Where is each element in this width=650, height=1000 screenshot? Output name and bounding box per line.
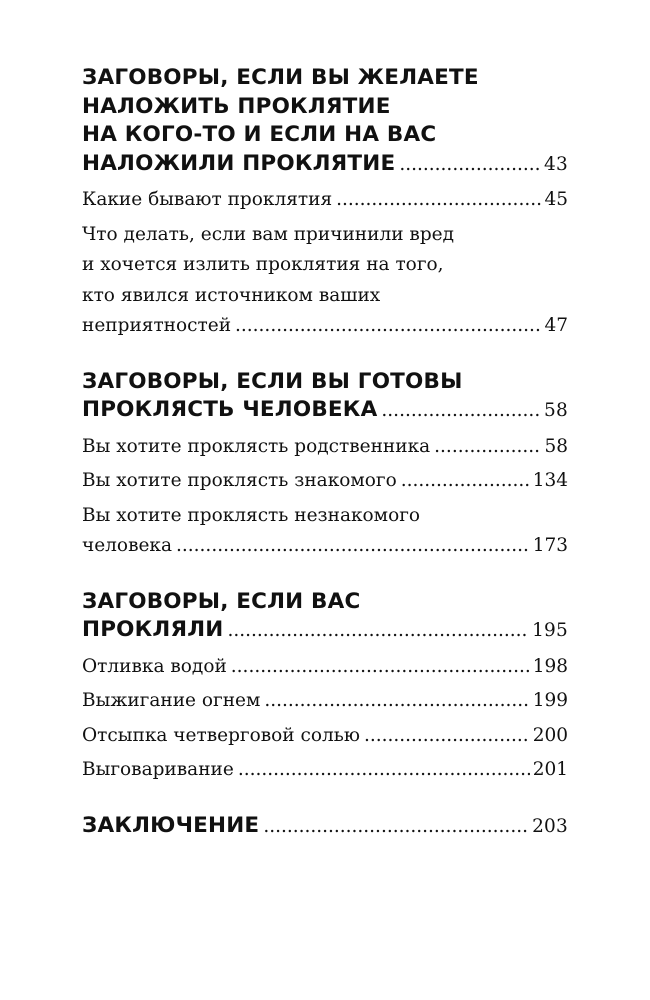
toc-section [82, 368, 568, 562]
toc-section [82, 588, 568, 786]
section-heading [82, 588, 568, 646]
entry-row [82, 185, 568, 216]
section-heading [82, 64, 568, 179]
entry-line: Что делать, если вам причинили вред [82, 223, 455, 245]
toc-entry [82, 220, 568, 342]
dot-leader [227, 617, 529, 646]
page-number: 203 [532, 815, 568, 837]
page-number: 195 [532, 620, 568, 641]
entry-title: неприятностей [82, 315, 232, 336]
table-of-contents [82, 64, 568, 841]
heading-line: НА КОГО-ТО И ЕСЛИ НА ВАС [82, 122, 437, 147]
dot-leader [238, 755, 530, 786]
heading-last-row [82, 150, 568, 180]
heading-line: ЗАГОВОРЫ, ЕСЛИ ВЫ ЖЕЛАЕТЕ [82, 65, 479, 90]
page-number: 134 [532, 470, 568, 491]
page-number: 47 [544, 315, 568, 336]
toc-entry [82, 755, 568, 786]
entry-row [82, 686, 568, 717]
entry-row [82, 311, 568, 342]
entry-title: Отсыпка четверговой солью [82, 724, 360, 746]
dot-leader [263, 813, 529, 842]
dot-leader [381, 397, 541, 426]
page-number: 201 [532, 759, 568, 780]
entry-row [82, 531, 568, 562]
heading-title: ЗАКЛЮЧЕНИЕ [82, 812, 260, 838]
section-heading [82, 368, 568, 426]
entry-title: человека [82, 535, 173, 556]
dot-leader [401, 466, 530, 497]
page-number: 45 [544, 189, 568, 210]
entry-title: Вы хотите проклясть родственника [82, 435, 431, 457]
page-number: 198 [532, 655, 568, 677]
dot-leader [399, 151, 541, 180]
dot-leader [434, 432, 541, 463]
entry-title: Выжигание огнем [82, 690, 261, 711]
entry-row [82, 721, 568, 752]
toc-entry [82, 721, 568, 752]
heading-last-row [82, 616, 568, 646]
heading-line: НАЛОЖИТЬ ПРОКЛЯТИЕ [82, 93, 391, 119]
entry-row [82, 652, 568, 683]
toc-section [82, 64, 568, 342]
entry-line: и хочется излить проклятия на того, [82, 254, 444, 275]
dot-leader [176, 531, 530, 562]
heading-last-row [82, 396, 568, 426]
page-number: 58 [544, 435, 568, 457]
page-number: 173 [532, 535, 568, 556]
entry-title: Выговаривание [82, 759, 234, 780]
page-number: 200 [532, 724, 568, 746]
section-heading [82, 812, 568, 842]
heading-line: ЗАГОВОРЫ, ЕСЛИ ВАС [82, 588, 361, 614]
page-number: 58 [544, 400, 568, 421]
heading-title: НАЛОЖИЛИ ПРОКЛЯТИЕ [82, 150, 396, 176]
toc-entry [82, 185, 568, 216]
toc-entry [82, 686, 568, 717]
toc-section [82, 812, 568, 842]
toc-entry [82, 466, 568, 497]
dot-leader [336, 185, 541, 216]
entry-row [82, 432, 568, 463]
heading-title: ПРОКЛЯЛИ [82, 617, 224, 642]
entry-title: Отливка водой [82, 655, 227, 677]
entry-line: Вы хотите проклясть незнакомого [82, 504, 421, 526]
dot-leader [231, 652, 530, 683]
heading-line: ЗАГОВОРЫ, ЕСЛИ ВЫ ГОТОВЫ [82, 368, 463, 394]
dot-leader [264, 686, 529, 717]
entry-row [82, 466, 568, 497]
heading-last-row [82, 812, 568, 842]
entry-line: кто явился источником ваших [82, 284, 381, 306]
entry-title: Какие бывают проклятия [82, 189, 333, 210]
dot-leader [364, 721, 530, 752]
toc-entry [82, 501, 568, 562]
page-number: 199 [532, 690, 568, 711]
dot-leader [235, 311, 541, 342]
entry-title: Вы хотите проклясть знакомого [82, 470, 397, 491]
toc-entry [82, 652, 568, 683]
toc-entry [82, 432, 568, 463]
page-number: 43 [544, 153, 568, 175]
entry-row [82, 755, 568, 786]
heading-title: ПРОКЛЯСТЬ ЧЕЛОВЕКА [82, 397, 378, 422]
